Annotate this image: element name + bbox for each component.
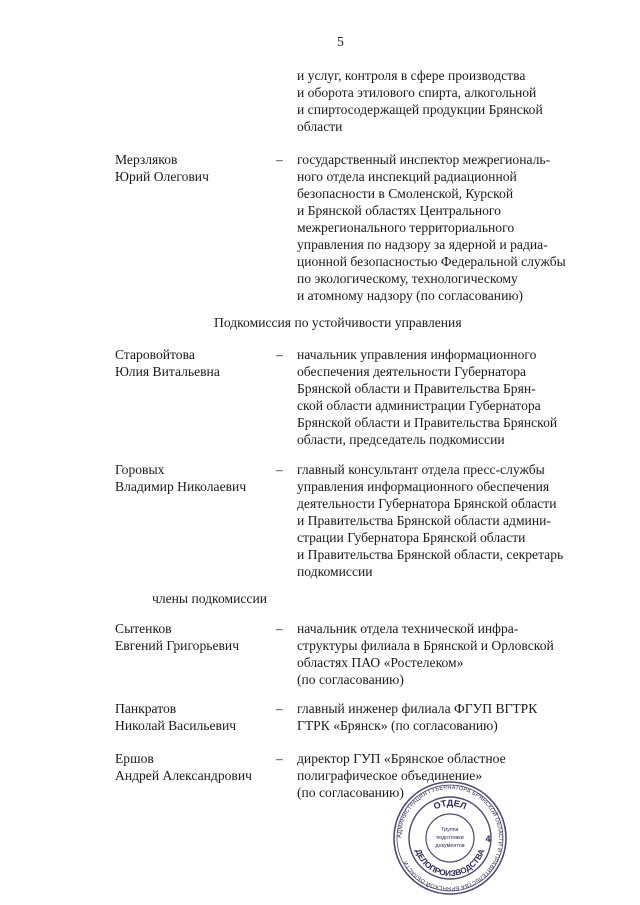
page-number: 5 — [337, 34, 344, 49]
entry-surname: Старовойтова — [115, 347, 195, 362]
stamp-ring-top: ОТДЕЛ — [432, 797, 469, 812]
entry-line: ного отдела инспекций радиационной — [297, 169, 517, 184]
entry-line: ционной безопасностью Федеральной службы — [297, 254, 566, 269]
entry-dash: – — [276, 152, 283, 167]
entry-line: Брянской области и Правительства Брянской — [297, 415, 558, 430]
intro-line: и спиртосодержащей продукции Брянской — [297, 102, 543, 117]
entry-surname: Горовых — [115, 462, 165, 477]
entry-line: полиграфическое объединение» — [297, 768, 483, 783]
entry-line: структуры филиала в Брянской и Орловской — [297, 638, 554, 653]
entry-dash: – — [276, 701, 283, 716]
stamp-outer-text: АДМИНИСТРАЦИЯ ГУБЕРНАТОРА БРЯНСКОЙ ОБЛАСТИ И ПРАВИТЕЛЬСТВА БРЯНСКОЙ ОБЛАСТИ — [396, 784, 504, 892]
entry-dash: – — [276, 751, 283, 766]
entry-given-name: Юрий Олегович — [115, 169, 209, 184]
entry-line: главный инженер филиала ФГУП ВГТРК — [297, 701, 538, 716]
entry-surname: Ершов — [115, 751, 154, 766]
entry-line: по экологическому, технологическому — [297, 271, 518, 286]
intro-line: области — [297, 119, 343, 134]
entry-line: деятельности Губернатора Брянской области — [297, 496, 557, 511]
entry-line: ГТРК «Брянск» (по согласованию) — [297, 718, 498, 733]
subcommission-heading: Подкомиссия по устойчивости управления — [214, 315, 462, 330]
entry-line: начальник управления информационного — [297, 347, 537, 362]
entry-line: (по согласованию) — [297, 672, 404, 687]
members-heading: члены подкомиссии — [152, 591, 268, 606]
official-stamp — [392, 780, 508, 896]
entry-dash: – — [276, 621, 283, 636]
intro-line: и услуг, контроля в сфере производства — [297, 68, 526, 83]
stamp-ring-bottom: ДЕЛОПРОИЗВОДСТВА — [413, 847, 487, 879]
stamp-ring-number: 4 — [485, 834, 491, 844]
entry-surname: Сытенков — [115, 621, 172, 636]
entry-line: (по согласованию) — [297, 785, 404, 800]
entry-given-name: Евгений Григорьевич — [115, 638, 240, 653]
entry-surname: Мерзляков — [115, 152, 178, 167]
entry-line: и Правительства Брянской области, секретарь — [297, 547, 564, 562]
entry-line: подкомиссии — [297, 564, 373, 579]
stamp-center-line: документов — [435, 843, 465, 849]
entry-line: области, председатель подкомиссии — [297, 432, 505, 447]
entry-given-name: Юлия Витальевна — [115, 364, 220, 379]
entry-line: государственный инспектор межрегиональ- — [297, 152, 551, 167]
entry-line: управления информационного обеспечения — [297, 479, 550, 494]
entry-given-name: Владимир Николаевич — [115, 479, 247, 494]
stamp-center-line: подготовки — [436, 835, 464, 841]
entry-line: областях ПАО «Ростелеком» — [297, 655, 464, 670]
entry-line: межрегионального территориального — [297, 220, 515, 235]
entry-line: главный консультант отдела пресс-службы — [297, 462, 545, 477]
entry-line: ской области администрации Губернатора — [297, 398, 541, 413]
entry-given-name: Николай Васильевич — [115, 718, 237, 733]
entry-line: и Брянской областях Центрального — [297, 203, 501, 218]
intro-line: и оборота этилового спирта, алкогольной — [297, 85, 537, 100]
entry-given-name: Андрей Александрович — [115, 768, 252, 783]
entry-line: управления по надзору за ядерной и радиа- — [297, 237, 548, 252]
entry-line: и атомному надзору (по согласованию) — [297, 288, 524, 303]
entry-surname: Панкратов — [115, 701, 177, 716]
entry-line: начальник отдела технической инфра- — [297, 621, 519, 636]
entry-dash: – — [276, 462, 283, 477]
entry-line: директор ГУП «Брянское областное — [297, 751, 506, 766]
entry-line: и Правительства Брянской области админи- — [297, 513, 551, 528]
stamp-center-line: Группа — [441, 827, 459, 833]
entry-line: обеспечения деятельности Губернатора — [297, 364, 527, 379]
entry-line: безопасности в Смоленской, Курской — [297, 186, 514, 201]
entry-line: страции Губернатора Брянской области — [297, 530, 526, 545]
entry-dash: – — [276, 347, 283, 362]
entry-line: Брянской области и Правительства Брян- — [297, 381, 536, 396]
